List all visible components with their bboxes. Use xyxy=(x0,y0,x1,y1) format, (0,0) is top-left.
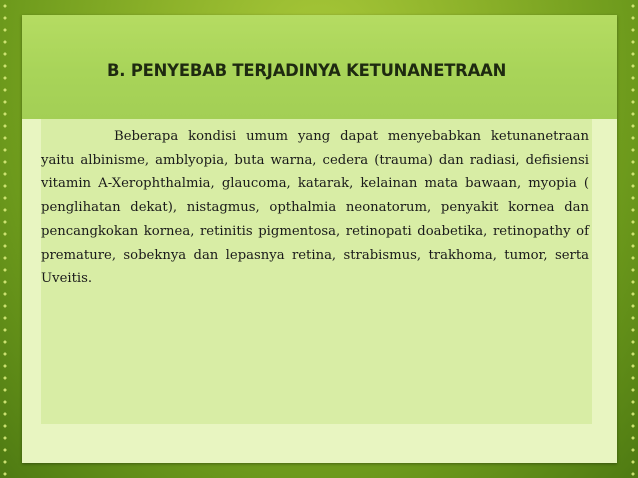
body-paragraph: Beberapa kondisi umum yang dapat menyebabkan ketunanetraan yaitu albinisme, amblyopia, buta warna, cedera (trauma) dan radiasi, defisiensi vitamin A-Xerophthalmia, glaucoma, katarak, kelainan mata bawaan, myopia ( penglihatan dekat), nistagmus, opthalmia neonatorum, penyakit kornea dan pencangkokan kornea, retinitis pigmentosa, retinopati doabetika, retinopathy of premature, sobeknya dan lepasnya retina, strabismus, trakhoma, tumor, serta Uveitis. xyxy=(41,129,589,287)
slide-title: B. PENYEBAB TERJADINYA KETUNANETRAAN xyxy=(107,61,507,80)
decorative-dots-left xyxy=(0,0,10,478)
decorative-dots-right xyxy=(628,0,638,478)
